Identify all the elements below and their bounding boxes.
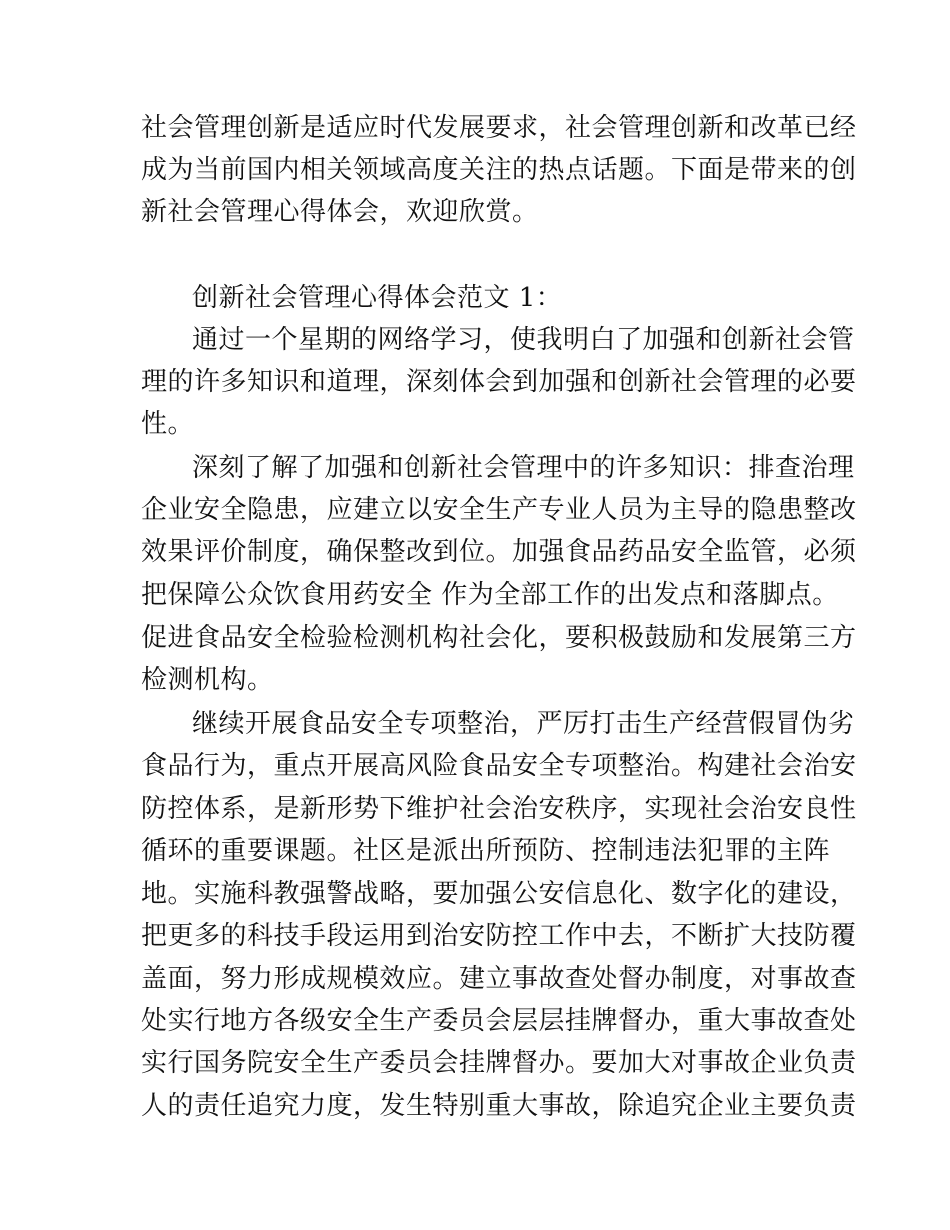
paragraph-3-line-5: 地。实施科教强警战略，要加强公安信息化、数字化的建设，	[141, 879, 857, 909]
section-heading: 创新社会管理心得体会范文 1：	[192, 283, 563, 313]
paragraph-3-line-4: 循环的重要课题。社区是派出所预防、控制违法犯罪的主阵	[141, 836, 831, 866]
intro-line-3: 新社会管理心得体会，欢迎欣赏。	[141, 197, 539, 227]
paragraph-2-line-1: 深刻了解了加强和创新社会管理中的许多知识：排查治理	[192, 453, 855, 483]
paragraph-1-line-3: 性。	[141, 409, 195, 439]
paragraph-2-line-4: 把保障公众饮食用药安全 作为全部工作的出发点和落脚点。	[141, 580, 839, 610]
paragraph-1-line-2: 理的许多知识和道理，深刻体会到加强和创新社会管理的必要	[141, 367, 857, 397]
paragraph-3-line-10: 人的责任追究力度，发生特别重大事故，除追究企业主要负责	[141, 1091, 857, 1121]
paragraph-3-line-2: 食品行为，重点开展高风险食品安全专项整治。构建社会治安	[141, 751, 857, 781]
intro-line-1: 社会管理创新是适应时代发展要求，社会管理创新和改革已经	[141, 113, 857, 143]
paragraph-1-line-1: 通过一个星期的网络学习，使我明白了加强和创新社会管	[192, 325, 855, 355]
paragraph-3-line-3: 防控体系，是新形势下维护社会治安秩序，实现社会治安良性	[141, 794, 857, 824]
paragraph-3-line-1: 继续开展食品安全专项整治，严厉打击生产经营假冒伪劣	[192, 709, 855, 739]
paragraph-2-line-5: 促进食品安全检验检测机构社会化，要积极鼓励和发展第三方	[141, 623, 857, 653]
paragraph-3-line-8: 处实行地方各级安全生产委员会层层挂牌督办，重大事故查处	[141, 1006, 857, 1036]
intro-line-2: 成为当前国内相关领域高度关注的热点话题。下面是带来的创	[141, 155, 857, 185]
paragraph-2-line-6: 检测机构。	[141, 665, 274, 695]
paragraph-3-line-6: 把更多的科技手段运用到治安防控工作中去，不断扩大技防覆	[141, 921, 857, 951]
paragraph-3-line-9: 实行国务院安全生产委员会挂牌督办。要加大对事故企业负责	[141, 1048, 857, 1078]
paragraph-3-line-7: 盖面，努力形成规模效应。建立事故查处督办制度，对事故查	[141, 964, 857, 994]
paragraph-2-line-2: 企业安全隐患，应建立以安全生产专业人员为主导的隐患整改	[141, 495, 857, 525]
paragraph-2-line-3: 效果评价制度，确保整改到位。加强食品药品安全监管，必须	[141, 537, 857, 567]
